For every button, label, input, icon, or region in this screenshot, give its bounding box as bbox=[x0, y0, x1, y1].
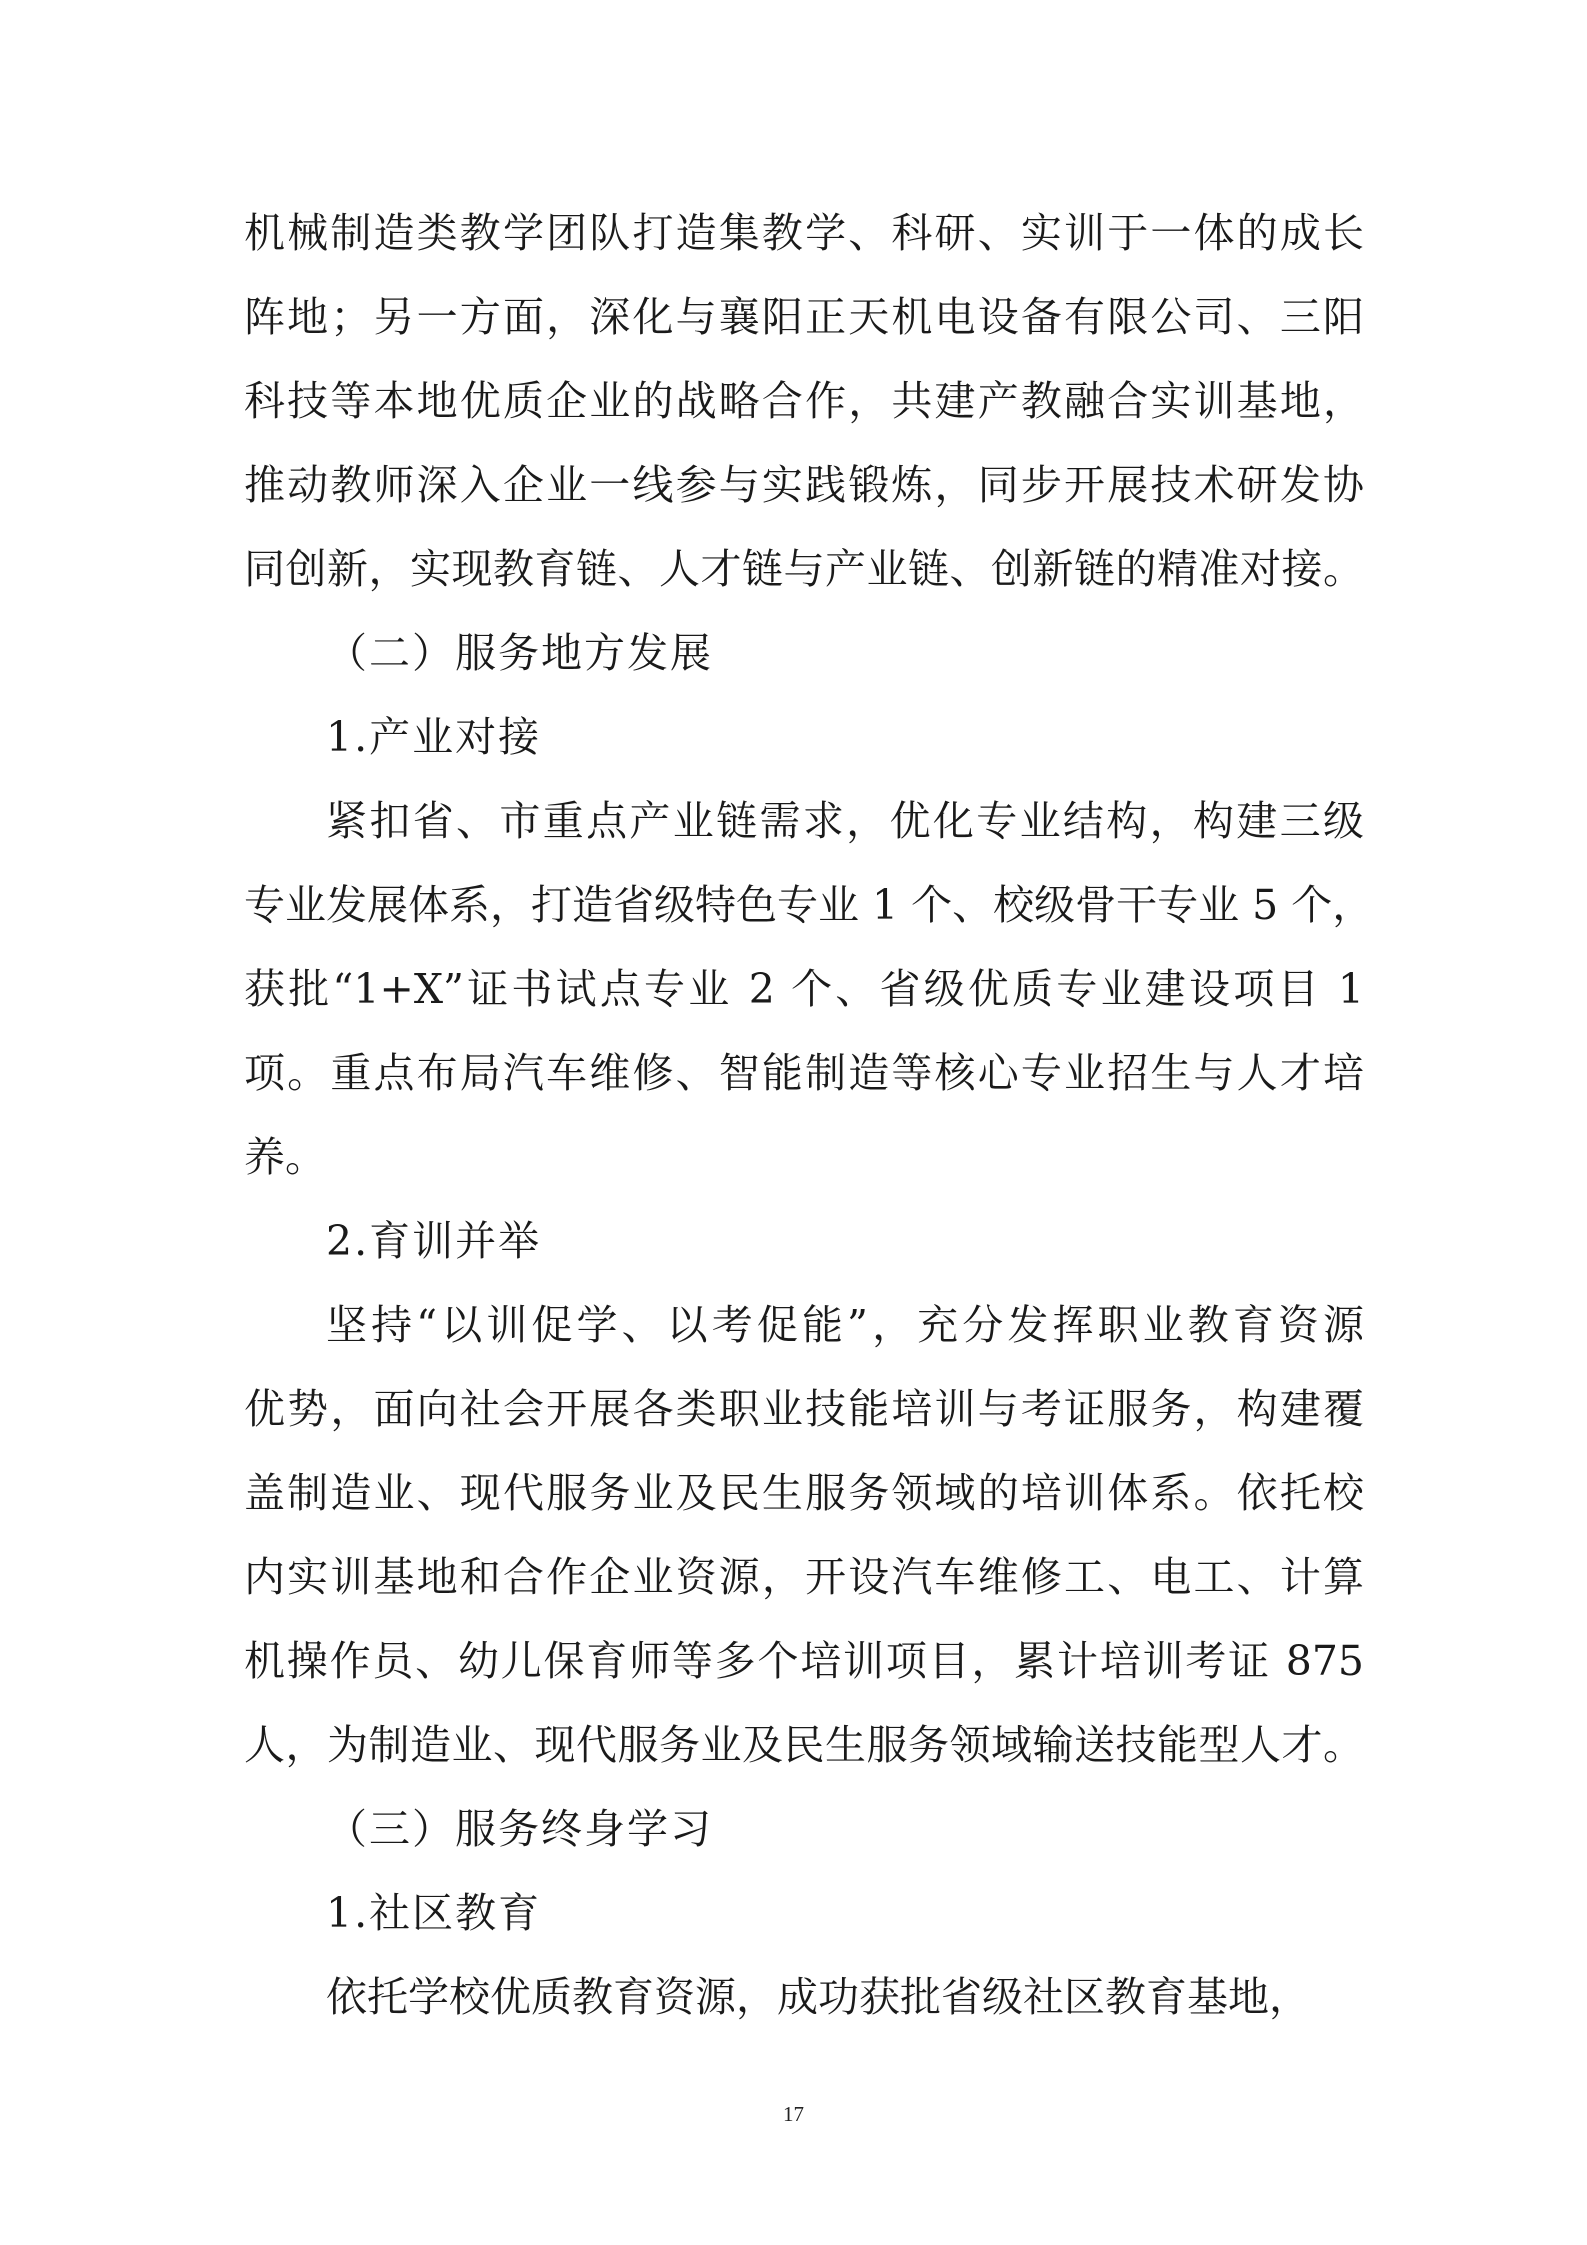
body-text-line: 阵地；另一方面，深化与襄阳正天机电设备有限公司、三阳 bbox=[244, 293, 1364, 341]
page-number: 17 bbox=[783, 2102, 804, 2126]
subsection-heading-training: 2.育训并举 bbox=[326, 1217, 542, 1265]
body-text-line: 项。重点布局汽车维修、智能制造等核心专业招生与人才培 bbox=[244, 1049, 1364, 1097]
body-text-line: 机械制造类教学团队打造集教学、科研、实训于一体的成长 bbox=[244, 209, 1364, 257]
body-text-line: 养。 bbox=[244, 1133, 326, 1181]
body-text-line: 机操作员、幼儿保育师等多个培训项目，累计培训考证 875 bbox=[244, 1637, 1364, 1685]
body-text-line: 依托学校优质教育资源，成功获批省级社区教育基地， bbox=[326, 1973, 1310, 2021]
body-text-line: 获批“1+X”证书试点专业 2 个、省级优质专业建设项目 1 bbox=[244, 965, 1364, 1013]
body-text-line: 内实训基地和合作企业资源，开设汽车维修工、电工、计算 bbox=[244, 1553, 1364, 1601]
body-text-line: 推动教师深入企业一线参与实践锻炼，同步开展技术研发协 bbox=[244, 461, 1364, 509]
body-text-line: 盖制造业、现代服务业及民生服务领域的培训体系。依托校 bbox=[244, 1469, 1364, 1517]
subsection-heading-community: 1.社区教育 bbox=[326, 1889, 542, 1937]
body-text-line: 人，为制造业、现代服务业及民生服务领域输送技能型人才。 bbox=[244, 1721, 1364, 1769]
body-text-line: 科技等本地优质企业的战略合作，共建产教融合实训基地， bbox=[244, 377, 1364, 425]
section-heading-2: （二）服务地方发展 bbox=[326, 629, 713, 677]
body-text-line: 坚持“以训促学、以考促能”，充分发挥职业教育资源 bbox=[326, 1301, 1364, 1349]
body-text-line: 专业发展体系，打造省级特色专业 1 个、校级骨干专业 5 个， bbox=[244, 881, 1374, 929]
body-text-line: 同创新，实现教育链、人才链与产业链、创新链的精准对接。 bbox=[244, 545, 1364, 593]
body-text-line: 优势，面向社会开展各类职业技能培训与考证服务，构建覆 bbox=[244, 1385, 1364, 1433]
body-text-line: 紧扣省、市重点产业链需求，优化专业结构，构建三级 bbox=[326, 797, 1364, 845]
subsection-heading-industry: 1.产业对接 bbox=[326, 713, 542, 761]
section-heading-3: （三）服务终身学习 bbox=[326, 1805, 713, 1853]
